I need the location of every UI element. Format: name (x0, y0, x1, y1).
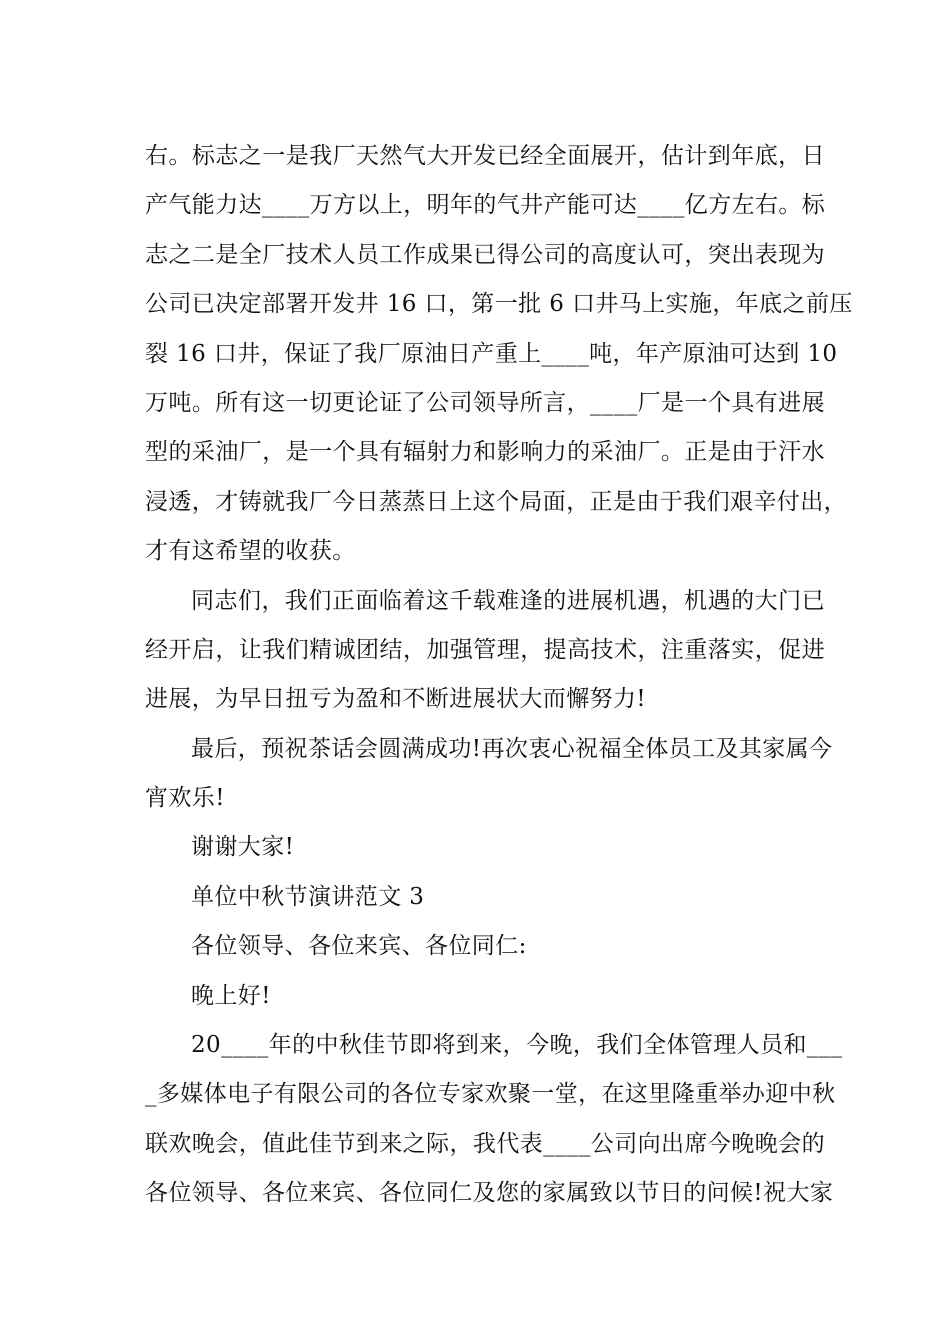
paragraph-first-line: 最后，预祝茶话会圆满成功!再次衷心祝福全体员工及其家属今 (191, 735, 833, 762)
text-line: 进展，为早日扭亏为盈和不断进展状大而懈努力! (145, 686, 647, 713)
text-line: 产气能力达____万方以上，明年的气井产能可达____亿方左右。标 (145, 192, 826, 219)
greeting: 晚上好! (191, 982, 271, 1009)
text-line: 联欢晚会，值此佳节到来之际，我代表____公司向出席今晚晚会的 (145, 1130, 825, 1157)
section-title: 单位中秋节演讲范文 3 (191, 883, 425, 910)
text-line: 万吨。所有这一切更论证了公司领导所言，____厂是一个具有进展 (145, 389, 825, 416)
closing-thanks: 谢谢大家! (191, 834, 295, 861)
text-line: 经开启，让我们精诚团结，加强管理，提高技术，注重落实，促进 (145, 636, 825, 663)
text-line: 志之二是全厂技术人员工作成果已得公司的高度认可，突出表现为 (145, 241, 825, 268)
text-line: 型的采油厂，是一个具有辐射力和影响力的采油厂。正是由于汗水 (145, 439, 825, 466)
text-line: 裂 16 口井，保证了我厂原油日产重上____吨，年产原油可达到 10 (145, 340, 838, 367)
text-line: 各位领导、各位来宾、各位同仁及您的家属致以节日的问候!祝大家 (145, 1180, 834, 1207)
text-line: 浸透，才铸就我厂今日蒸蒸日上这个局面，正是由于我们艰辛付出， (145, 488, 847, 515)
paragraph-first-line: 同志们，我们正面临着这千载难逢的进展机遇，机遇的大门已 (191, 587, 825, 614)
text-line: 才有这希望的收获。 (145, 538, 356, 565)
text-line: 宵欢乐! (145, 785, 225, 812)
paragraph-first-line: 20____年的中秋佳节即将到来，今晚，我们全体管理人员和___ (191, 1032, 843, 1059)
text-line: _多媒体电子有限公司的各位专家欢聚一堂，在这里隆重举办迎中秋 (145, 1081, 836, 1108)
salutation: 各位领导、各位来宾、各位同仁: (191, 933, 527, 960)
document-body (145, 132, 853, 1219)
text-line: 右。标志之一是我厂天然气大开发已经全面展开，估计到年底，日 (145, 143, 825, 169)
text-line: 公司已决定部署开发井 16 口，第一批 6 口井马上实施，年底之前压 (145, 291, 853, 318)
